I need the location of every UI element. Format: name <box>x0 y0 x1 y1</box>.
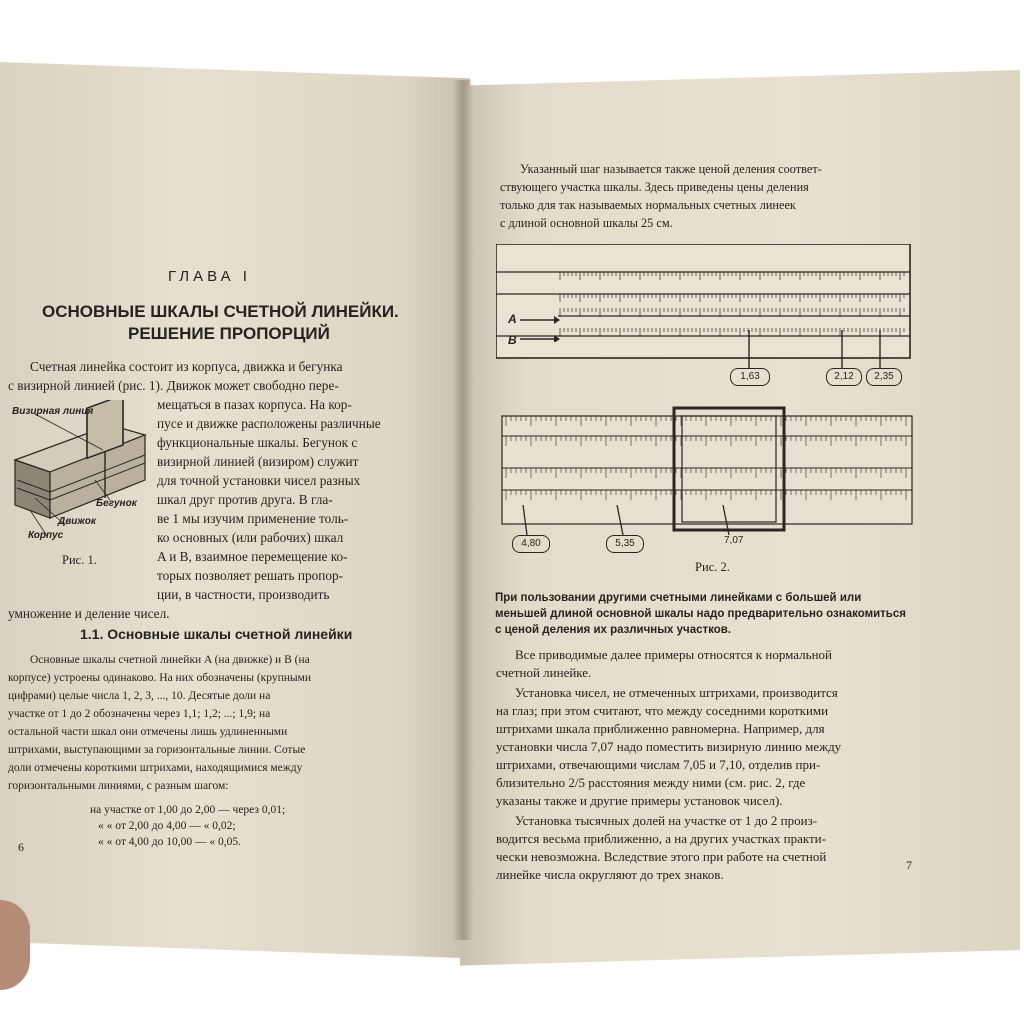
paragraph-line: чески невозможна. Вследствие этого при работе на счетной <box>496 849 827 864</box>
fig2-row-label-b: B <box>508 333 517 347</box>
right-top-line: только для так называемых нормальных счетных линеек <box>500 198 796 212</box>
step-line: на участке от 1,00 до 2,00 — через 0,01; <box>90 804 286 816</box>
note-line: с ценой деления их различных участков. <box>495 624 732 636</box>
section-title: 1.1. Основные шкалы счетной линейки <box>80 626 353 642</box>
fig2-value-bubble: 1,63 <box>730 368 770 386</box>
intro-line: с визирной линией (рис. 1). Движок может свободно пере- <box>8 378 339 393</box>
intro-line: функциональные шкалы. Бегунок с <box>157 435 358 450</box>
paragraph-line: Установка тысячных долей на участке от 1 до 2 произ- <box>515 813 818 828</box>
step-line: « « от 2,00 до 4,00 — « 0,02; <box>98 820 236 832</box>
intro-line: Счетная линейка состоит из корпуса, движка и бегунка <box>30 359 343 374</box>
paragraph-line: Установка чисел, не отмеченных штрихами, производится <box>515 685 838 700</box>
right-top-line: с длиной основной шкалы 25 см. <box>500 216 673 230</box>
intro-line: ции, в частности, производить <box>157 587 330 602</box>
figure-1-caption: Рис. 1. <box>62 553 97 567</box>
right-top-line: ствующего участка шкалы. Здесь приведены цены деления <box>500 180 809 194</box>
fig2-value-label: 7,07 <box>724 535 744 546</box>
intro-line: для точной установки чисел разных <box>157 473 361 488</box>
right-top-line: Указанный шаг называется также ценой деления соответ- <box>520 162 822 176</box>
note-line: меньшей длиной основной шкалы надо предварительно ознакомиться <box>495 608 906 620</box>
intro-line: мещаться в пазах корпуса. На кор- <box>157 397 352 412</box>
paragraph-line: установки числа 7,07 надо поместить визирную линию между <box>496 739 842 754</box>
fig1-label-korpus: Корпус <box>28 530 64 541</box>
fig1-label-dvizhok: Движок <box>58 516 96 527</box>
book-gutter <box>452 80 474 940</box>
fig1-label-begunok: Бегунок <box>96 498 137 509</box>
fig1-label-vizir: Визирная линия <box>12 406 94 417</box>
page-number-left: 6 <box>18 840 24 854</box>
paragraph-line: штрихами, отвечающими числам 7,05 и 7,10, отделив при- <box>496 757 821 772</box>
fig2-value-bubble: 2,12 <box>826 368 862 386</box>
paragraph-line: водится весьма приближенно, а на других участках практи- <box>496 831 826 846</box>
section-line: доли отмечены короткими штрихами, находящимися между <box>8 762 303 774</box>
chapter-title-line-2: РЕШЕНИЕ ПРОПОРЦИЙ <box>128 324 330 343</box>
intro-line: визирной линией (визиром) служит <box>157 454 359 469</box>
paragraph-line: близительно 2/5 расстояния между ними (см. рис. 2, где <box>496 775 806 790</box>
fig2-value-bubble: 5,35 <box>606 535 644 553</box>
figure-1-slide-rule <box>5 400 155 550</box>
fig2-value-bubble: 4,80 <box>512 535 550 553</box>
fig2-arrows <box>520 312 560 342</box>
note-line: При пользовании другими счетными линейками с большей или <box>495 592 862 604</box>
intro-line: ве 1 мы изучим применение толь- <box>157 511 349 526</box>
intro-line: ко основных (или рабочих) шкал <box>157 530 344 545</box>
intro-line: шкал друг против друга. В гла- <box>157 492 333 507</box>
section-line: штрихами, выступающими за горизонтальные линии. Сотые <box>8 744 306 756</box>
intro-line: пусе и движке расположены различные <box>157 416 381 431</box>
section-line: горизонтальными линиями, с разным шагом: <box>8 780 229 792</box>
fig2-value-bubble: 2,35 <box>866 368 902 386</box>
step-line: « « от 4,00 до 10,00 — « 0,05. <box>98 836 241 848</box>
intro-line: A и B, взаимное перемещение ко- <box>157 549 348 564</box>
intro-line: умножение и деление чисел. <box>8 606 170 621</box>
figure-2-caption: Рис. 2. <box>695 560 730 574</box>
paragraph-line: на глаз; при этом считают, что между соседними короткими <box>496 703 829 718</box>
section-line: Основные шкалы счетной линейки A (на движке) и B (на <box>30 654 310 666</box>
page-number-right: 7 <box>906 858 912 872</box>
paragraph-line: линейке числа округляют до трех знаков. <box>496 867 724 882</box>
paragraph-line: счетной линейке. <box>496 665 592 680</box>
paragraph-line: указаны также и другие примеры установок чисел). <box>496 793 783 808</box>
section-line: участке от 1 до 2 обозначены через 1,1; 1,2; ...; 1,9; на <box>8 708 271 720</box>
chapter-title-line-1: ОСНОВНЫЕ ШКАЛЫ СЧЕТНОЙ ЛИНЕЙКИ. <box>42 302 399 321</box>
thumb <box>0 900 30 990</box>
section-line: цифрами) целые числа 1, 2, 3, ..., 10. Десятые доли на <box>8 690 271 702</box>
section-line: корпусе) устроены одинаково. На них обозначены (крупными <box>8 672 312 684</box>
paragraph-line: Все приводимые далее примеры относятся к нормальной <box>515 647 832 662</box>
chapter-heading: ГЛАВА I <box>168 268 251 285</box>
paragraph-line: штрихами шкала приближенно равномерна. Например, для <box>496 721 825 736</box>
section-line: остальной части шкал они отмечены лишь удлиненными <box>8 726 288 738</box>
intro-line: торых позволяет решать пропор- <box>157 568 344 583</box>
fig2-row-label-a: A <box>508 312 517 326</box>
